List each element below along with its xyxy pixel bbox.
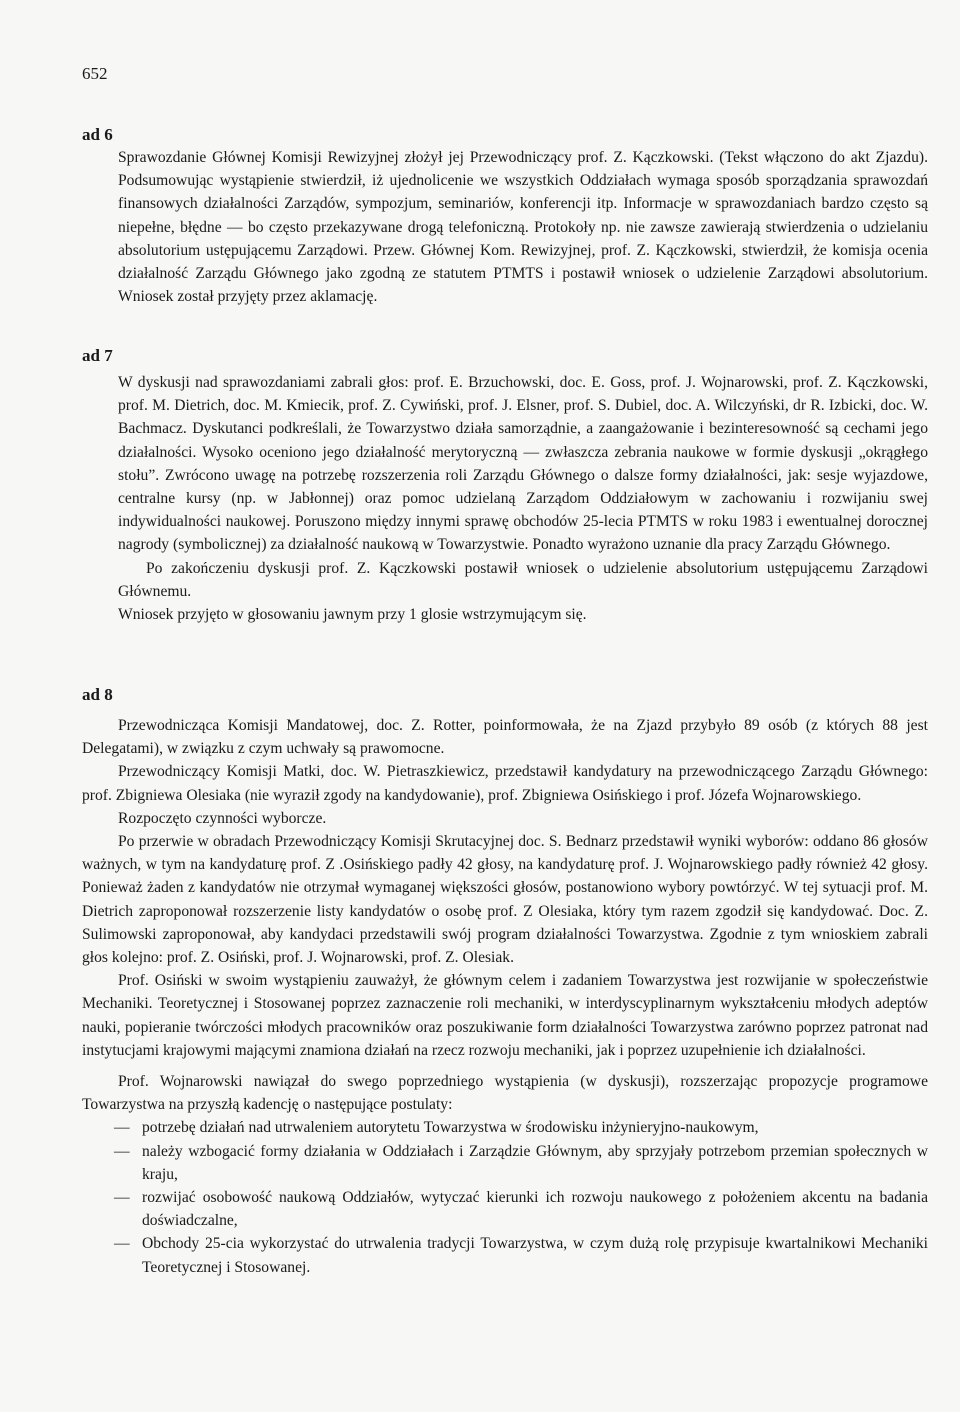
paragraph: Po przerwie w obradach Przewodniczący Komisji Skrutacyjnej doc. S. Bednarz przedstawił wyniki wyborów: oddano 86 głosów ważnych, w tym na kandydaturę prof. Z .Osińskiego padły 42 głosy, na kandydaturę prof. J. Wojnarowskiego padły również 42 głosy. Ponieważ żaden z kandydatów nie otrzymał wymaganej większości głosów, postanowiono wybory powtórzyć. W tej sytuacji prof. M. Dietrich zaproponował rozszerzenie listy kandydatów o osobę prof. Z Olesiaka, który tym razem zgodził się kandydować. Doc. Z. Sulimowski zaproponował, aby kandydaci przedstawili swój program działalności Towarzystwa. Zgodnie z tym wnioskiem zabrali głos kolejno: prof. Z. Osiński, prof. J. Wojnarowski, prof. Z. Olesiak.	[82, 833, 928, 967]
paragraph: Prof. Osiński w swoim wystąpieniu zauważył, że głównym celem i zadaniem Towarzystwa jest rozwijanie w społeczeństwie Mechaniki. Teoretycznej i Stosowanej poprzez zaznaczenie roli mechaniki, w interdyscyplinarnym wykształceniu młodych adeptów nauki, popieranie twórczości młodych pracowników oraz poszukiwanie form działalności Towarzystwa zarówno poprzez patronat nad instytucjami krajowymi mającymi znamiona działań na rzecz rozwoju mechaniki, jak i poprzez uzupełnienie ich działalności.	[82, 972, 928, 1059]
list-item-text: Obchody 25-cia wykorzystać do utrwalenia tradycji Towarzystwa, w czym dużą rolę przypisuje kwartalnikowi Mechaniki Teoretycznej i Stosowanej.	[142, 1235, 928, 1276]
paragraph: Prof. Wojnarowski nawiązał do swego poprzedniego wystąpienia (w dyskusji), rozszerzając propozycje programowe Towarzystwa na przyszłą kadencję o następujące postulaty:	[82, 1073, 928, 1114]
section-heading: ad 8	[82, 685, 113, 704]
paragraph: Wniosek przyjęto w głosowaniu jawnym przy 1 glosie wstrzymującym się.	[118, 606, 587, 624]
dash-bullet: —	[114, 1189, 130, 1207]
list-item-text: potrzebę działań nad utrwaleniem autorytetu Towarzystwa w środowisku inżynieryjno-naukowym,	[142, 1119, 759, 1137]
paragraph: Sprawozdanie Głównej Komisji Rewizyjnej złożył jej Przewodniczący prof. Z. Kączkowski. (Tekst włączono do akt Zjazdu). Podsumowując wystąpienie stwierdził, iż ujednolicenie we wszystkich Oddziałach wymaga sposób sporządzania sprawozdań finansowych działalności Zarządów, sympozjum, seminariów, konferencji itp. Informacje w sprawozdaniach bardzo często są niepełne, błędne — bo często przekazywane drogą telefoniczną. Protokoły np. nie zawsze zawierają stwierdzenia o udzielaniu absolutorium ustępującemu Zarządowi. Przew. Głównej Kom. Rewizyjnej, prof. Z. Kączkowski, stwierdził, że komisja ocenia działalność Zarządu Głównego jako zgodną ze statutem PTMTS i postawił wniosek o udzielenie Zarządowi absolutorium. Wniosek został przyjęty przez aklamację.	[118, 149, 928, 306]
paragraph: Rozpoczęto czynności wyborcze.	[118, 809, 327, 827]
list-item	[82, 1186, 928, 1232]
paragraph	[118, 557, 928, 603]
paragraph: Przewodniczący Komisji Matki, doc. W. Pietraszkiewicz, przedstawił kandydatury na przewodniczącego Zarządu Głównego: prof. Zbigniewa Olesiaka (nie wyraził zgody na kandydowanie), prof. Zbigniewa Osińskiego i prof. Józefa Wojnarowskiego.	[82, 763, 928, 804]
dash-bullet: —	[114, 1142, 130, 1160]
dash-bullet: —	[114, 1119, 130, 1137]
paragraph: W dyskusji nad sprawozdaniami zabrali głos: prof. E. Brzuchowski, doc. E. Goss, prof. J. Wojnarowski, prof. Z. Kączkowski, prof. M. Dietrich, doc. M. Kmiecik, prof. Z. Cywiński, prof. J. Elsner, prof. S. Dubiel, doc. A. Wilczyński, dr R. Izbicki, doc. W. Bachmacz. Dyskutanci podkreślali, że Towarzystwo działa samorządnie, a zaangażowanie i bezinteresowność są cechami jego działalności. Wysoko oceniono jego działalność merytoryczną — zwłaszcza zebrania naukowe w formie dyskusji „okrągłego stołu”. Zwrócono uwagę na potrzebę rozszerzenia roli Zarządu Głównego o dalsze formy działalności, jak: sesje wyjazdowe, centralne kursy (np. w Jabłonnej) oraz pomoc udzielaną Zarządom Oddziałowym w zachowaniu i rozwijaniu swej indywidualności naukowej. Poruszono między innymi sprawę obchodów 25-lecia PTMTS w roku 1983 i ewentualnej dorocznej nagrody (symbolicznej) za działalność naukową w Towarzystwie. Ponadto wyrażono uznanie dla pracy Zarządu Głównego.	[118, 374, 928, 554]
list-item	[82, 1116, 928, 1139]
list-item-text: rozwijać osobowość naukową Oddziałów, wytyczać kierunki ich rozwoju naukowego z położeniem akcentu na badania doświadczalne,	[142, 1189, 928, 1230]
section-heading: ad 7	[82, 346, 113, 365]
paragraph-text: Po zakończeniu dyskusji prof. Z. Kączkowski postawił wniosek o udzielenie absolutorium ustępującemu Zarządowi Głównemu.	[118, 559, 928, 600]
section-ad-8	[82, 684, 928, 1279]
section-ad-6	[82, 124, 928, 308]
section-heading: ad 6	[82, 125, 113, 144]
list-item-text: należy wzbogacić formy działania w Oddziałach i Zarządzie Głównym, aby sprzyjały potrzebom przemian społecznych w kraju,	[142, 1142, 928, 1183]
section-ad-7	[82, 345, 928, 626]
list-item	[82, 1232, 928, 1278]
postulate-list	[82, 1116, 928, 1278]
page-number: 652	[82, 64, 108, 83]
paragraph: Przewodnicząca Komisji Mandatowej, doc. Z. Rotter, poinformowała, że na Zjazd przybyło 89 osób (z których 88 jest Delegatami), w związku z czym uchwały są prawomocne.	[82, 717, 928, 758]
list-item	[82, 1140, 928, 1186]
dash-bullet: —	[114, 1235, 130, 1253]
